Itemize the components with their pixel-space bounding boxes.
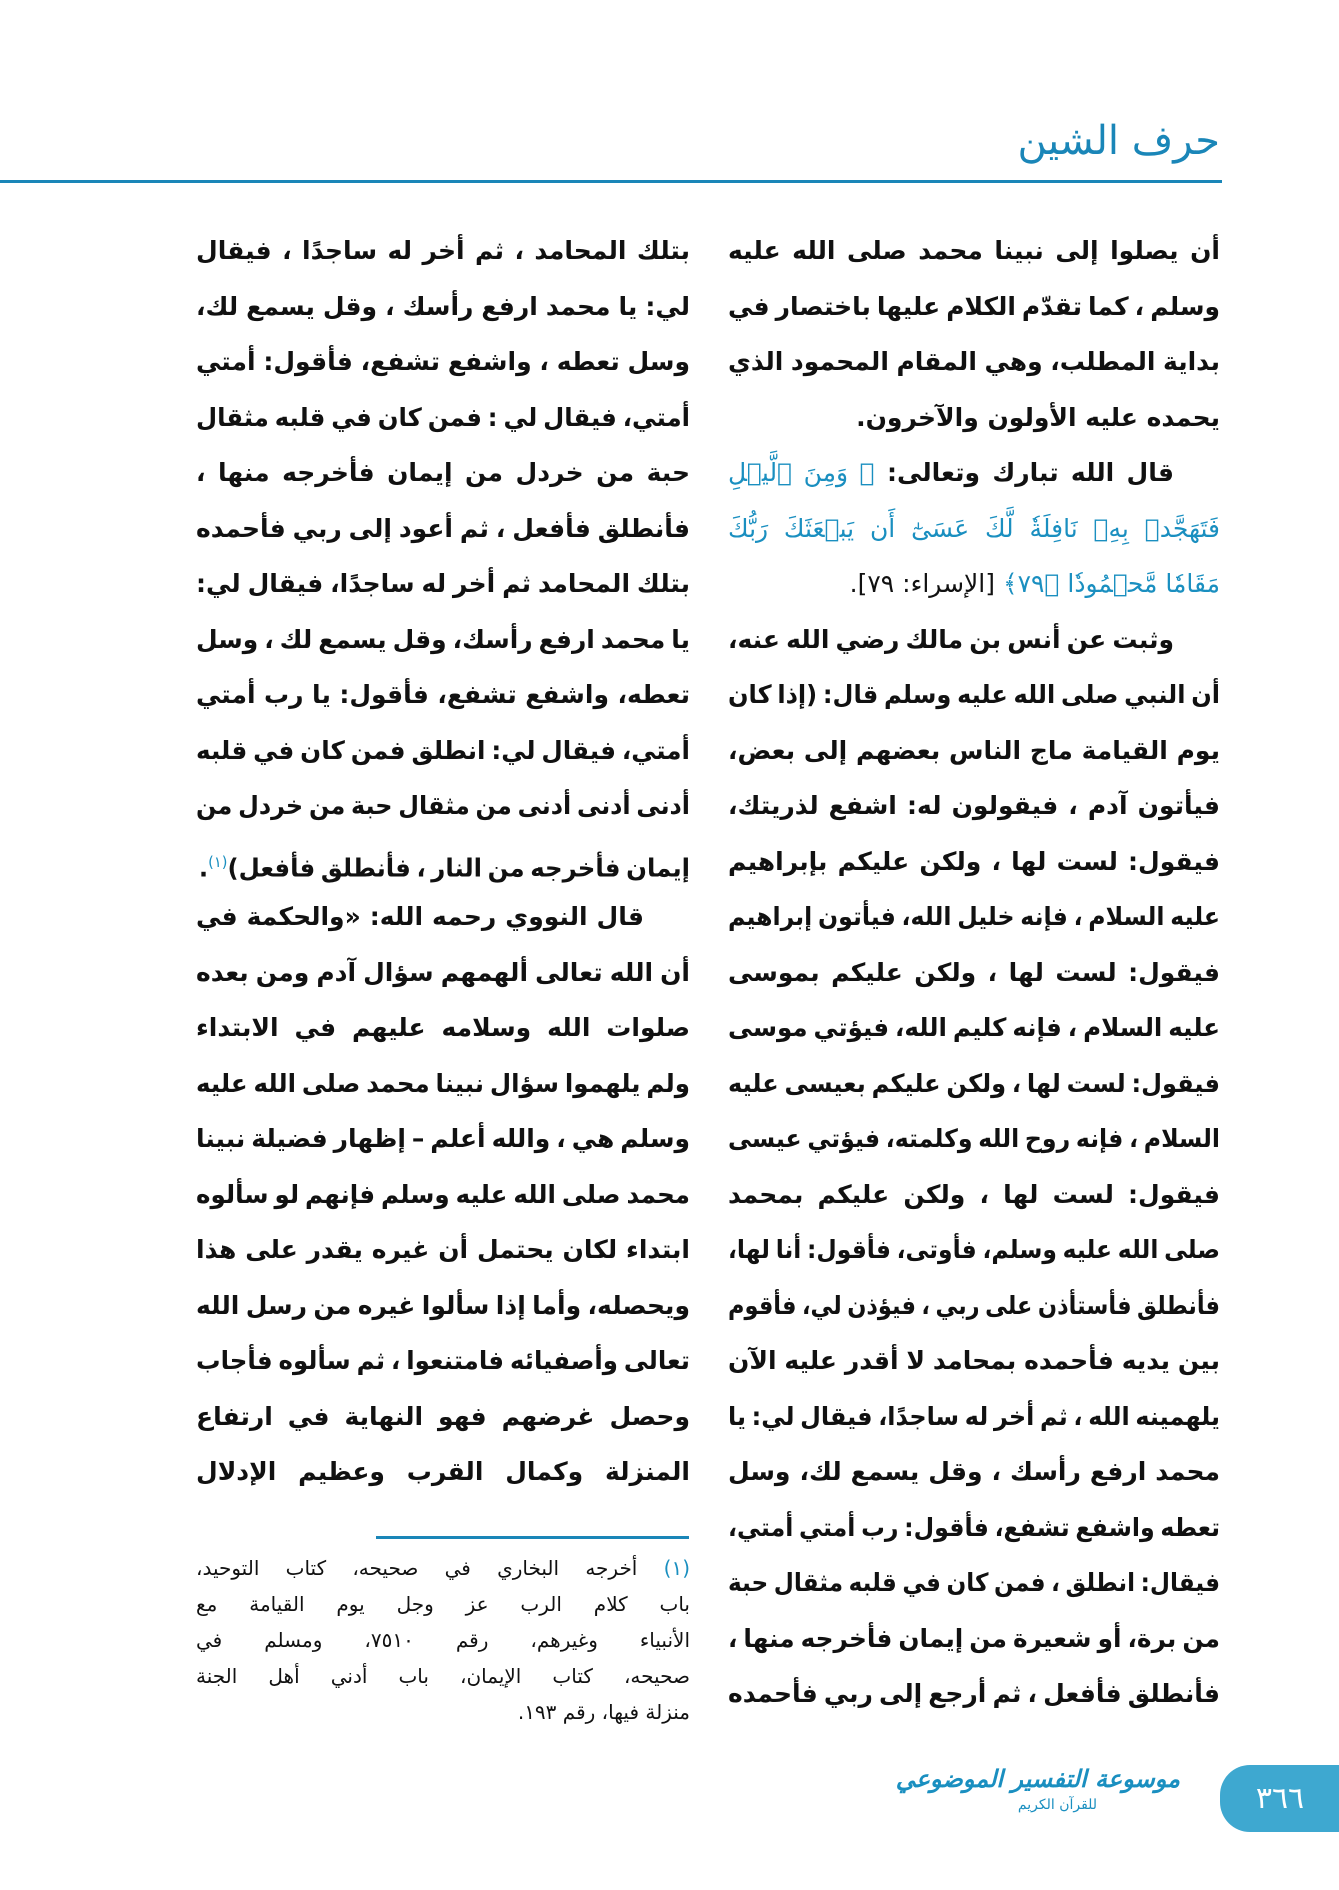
text-line [196, 1389, 690, 1445]
footnote-marker[interactable]: (١) [208, 852, 228, 871]
text-line [728, 1444, 1220, 1500]
text-line [196, 1056, 690, 1112]
text-segment: بتلك المحامد ، ثم أخر له ساجدًا ، فيقال [196, 236, 690, 265]
text-segment: ابتداء لكان يحتمل أن غيره يقدر على هذا [196, 1235, 690, 1264]
logo-subtitle: للقرآن الكريم [1017, 1797, 1098, 1813]
text-segment: يلهمينه الله ، ثم أخر له ساجدًا، فيقال لي: يا [728, 1401, 1220, 1431]
text-segment: فأنطلق فأستأذن على ربي ، فيؤذن لي، فأقوم [728, 1290, 1220, 1320]
text-segment: وسلم ، كما تقدّم الكلام عليها باختصار في [728, 291, 1220, 321]
text-line [728, 1167, 1220, 1223]
quran-verse: فَتَهَجَّدۡ بِهِۦ نَافِلَةٗ لَّكَ عَسَىٰٓ أَن يَبۡعَثَكَ رَبُّكَ [728, 513, 1220, 543]
text-segment: محمد ارفع رأسك ، وقل يسمع لك، وسل [728, 1457, 1220, 1486]
text-segment: تعطه، واشفع تشفع، فأقول: يا رب أمتي [196, 680, 690, 709]
text-line [728, 667, 1220, 723]
text-line [728, 1611, 1220, 1667]
text-line [196, 1222, 690, 1278]
text-line [196, 1111, 690, 1167]
text-segment: إيمان فأخرجه من النار ، فأنطلق فأفعل) [227, 852, 691, 882]
text-segment: المنزلة وكمال القرب وعظيم الإدلال [196, 1457, 690, 1486]
text-line [728, 390, 1220, 446]
text-segment: حبة من خردل من إيمان فأخرجه منها ، [196, 458, 690, 487]
text-segment: فيقول: لست لها ، ولكن عليكم بعيسى عليه [728, 1068, 1220, 1098]
text-segment: عليه السلام ، فإنه كليم الله، فيؤتي موسى [728, 1013, 1220, 1042]
text-segment: لي: يا محمد ارفع رأسك ، وقل يسمع لك، [196, 291, 690, 321]
text-segment: فيقول: لست لها ، ولكن عليكم بمحمد [728, 1179, 1220, 1209]
chapter-title: حرف الشين [1017, 118, 1220, 164]
text-line [728, 279, 1220, 335]
text-segment: . [198, 852, 209, 882]
text-line [196, 223, 690, 279]
text-segment: وسلم هي ، والله أعلم – إظهار فضيلة نبينا [196, 1124, 690, 1153]
text-segment: أن النبي صلى الله عليه وسلم قال: (إذا كان [728, 680, 1220, 709]
page-number: ٣٦٦ [1255, 1781, 1305, 1816]
text-segment: أمتي، فيقال لي : فمن كان في قلبه مثقال [196, 402, 690, 432]
text-segment: فأنطلق فأفعل ، ثم أعود إلى ربي فأحمده [196, 513, 690, 543]
footnote-text: الأنبياء وغيرهم، رقم ٧٥١٠، ومسلم في [196, 1628, 690, 1652]
text-segment: أمتي، فيقال لي: انطلق فمن كان في قلبه [196, 735, 690, 765]
text-line [728, 445, 1220, 501]
footnote-text: أخرجه البخاري في صحيحه، كتاب التوحيد، [196, 1556, 638, 1580]
text-line [728, 223, 1220, 279]
text-line [728, 556, 1220, 612]
text-line [196, 1000, 690, 1056]
text-segment: يحمده عليه الأولون والآخرون. [856, 402, 1220, 432]
text-line [728, 1111, 1220, 1167]
text-line [728, 945, 1220, 1001]
text-segment: ولم يلهموا سؤال نبينا محمد صلى الله عليه [196, 1068, 690, 1098]
text-segment: فيقول: لست لها ، ولكن عليكم بموسى [728, 957, 1220, 987]
footnote-text: صحيحه، كتاب الإيمان، باب أدني أهل الجنة [196, 1664, 690, 1688]
verse-reference: [الإسراء: ٧٩]. [849, 569, 1003, 598]
text-line [728, 501, 1220, 557]
text-segment: وسل تعطه ، واشفع تشفع، فأقول: أمتي [196, 347, 690, 376]
text-segment: فيقال: انطلق ، فمن كان في قلبه مثقال حبة [728, 1568, 1220, 1597]
encyclopedia-logo [895, 1762, 1180, 1814]
footnote-line [196, 1622, 690, 1658]
page-number-badge [1220, 1765, 1339, 1832]
footnote-text: منزلة فيها، رقم ١٩٣. [517, 1700, 690, 1724]
footnote-line [196, 1586, 690, 1622]
footnote-divider [376, 1536, 689, 1539]
text-line [196, 1333, 690, 1389]
footnote-line [196, 1658, 690, 1694]
text-segment: صلوات الله وسلامه عليهم في الابتداء [196, 1013, 690, 1042]
text-line [728, 1056, 1220, 1112]
text-segment: بين يديه فأحمده بمحامد لا أقدر عليه الآن [728, 1346, 1220, 1375]
text-line [728, 612, 1220, 668]
text-line [196, 501, 690, 557]
text-line [728, 889, 1220, 945]
text-line [196, 945, 690, 1001]
text-line [196, 889, 690, 945]
text-segment: تعطه واشفع تشفع، فأقول: رب أمتي أمتي، [728, 1512, 1220, 1542]
text-segment: عليه السلام ، فإنه خليل الله، فيأتون إبراهيم [728, 902, 1220, 931]
text-line [196, 612, 690, 668]
quran-verse: مَقَامٗا مَّحۡمُودٗا ﴿٧٩﴾ [1002, 569, 1220, 598]
text-segment: وحصل غرضهم فهو النهاية في ارتفاع [196, 1401, 690, 1431]
text-segment: قال النووي رحمه الله: «والحكمة في [196, 902, 644, 931]
text-line [728, 1666, 1220, 1722]
text-line [728, 334, 1220, 390]
text-line [196, 723, 690, 779]
text-line [196, 667, 690, 723]
text-line [728, 1000, 1220, 1056]
header-divider [0, 180, 1222, 183]
text-segment: فيقول: لست لها ، ولكن عليكم بإبراهيم [728, 846, 1220, 876]
text-segment: وثبت عن أنس بن مالك رضي الله عنه، [728, 624, 1174, 654]
text-line [196, 1167, 690, 1223]
text-segment: السلام ، فإنه روح الله وكلمته، فيؤتي عيسى [728, 1124, 1220, 1153]
text-line [728, 778, 1220, 834]
text-line [728, 1333, 1220, 1389]
text-line [196, 834, 690, 890]
footnote-line [196, 1694, 690, 1730]
footnote-number: (١) [663, 1556, 690, 1580]
text-segment: فأنطلق فأفعل ، ثم أرجع إلى ربي فأحمده [728, 1679, 1220, 1708]
text-line [196, 279, 690, 335]
text-line [196, 334, 690, 390]
text-line [728, 1278, 1220, 1334]
text-line [196, 390, 690, 446]
text-segment: قال الله تبارك وتعالى: [874, 458, 1174, 487]
text-line [196, 1278, 690, 1334]
text-segment: تعالى وأصفيائه فامتنعوا ، ثم سألوه فأجاب [196, 1346, 690, 1375]
text-segment: بداية المطلب، وهي المقام المحمود الذي [728, 347, 1220, 376]
footnote-line [196, 1550, 690, 1586]
logo-title: موسوعة التفسير الموضوعي [895, 1764, 1180, 1793]
text-line [728, 723, 1220, 779]
text-segment: بتلك المحامد ثم أخر له ساجدًا، فيقال لي: [196, 569, 690, 598]
text-segment: فيأتون آدم ، فيقولون له: اشفع لذريتك، [728, 791, 1220, 820]
text-segment: محمد صلى الله عليه وسلم فإنهم لو سألوه [196, 1179, 690, 1209]
quran-verse: ﴿ وَمِنَ ٱلَّيۡلِ [728, 458, 875, 487]
text-line [728, 1500, 1220, 1556]
footnote-text: باب كلام الرب عز وجل يوم القيامة مع [196, 1592, 690, 1616]
text-line [196, 778, 690, 834]
text-segment: ويحصله، وأما إذا سألوا غيره من رسل الله [196, 1290, 690, 1320]
text-segment: أن يصلوا إلى نبينا محمد صلى الله عليه [728, 236, 1220, 265]
text-line [196, 556, 690, 612]
text-segment: صلى الله عليه وسلم، فأوتى، فأقول: أنا لها، [728, 1235, 1220, 1264]
text-segment: أدنى أدنى أدنى من مثقال حبة من خردل من [196, 791, 690, 820]
text-line [728, 834, 1220, 890]
text-line [728, 1389, 1220, 1445]
text-segment: يوم القيامة ماج الناس بعضهم إلى بعض، [728, 735, 1220, 765]
text-line [196, 445, 690, 501]
text-segment: يا محمد ارفع رأسك، وقل يسمع لك ، وسل [196, 624, 690, 654]
text-segment: من برة، أو شعيرة من إيمان فأخرجه منها ، [728, 1623, 1220, 1653]
text-line [728, 1222, 1220, 1278]
text-line [728, 1555, 1220, 1611]
text-segment: أن الله تعالى ألهمهم سؤال آدم ومن بعده [196, 957, 690, 987]
text-line [196, 1444, 690, 1500]
